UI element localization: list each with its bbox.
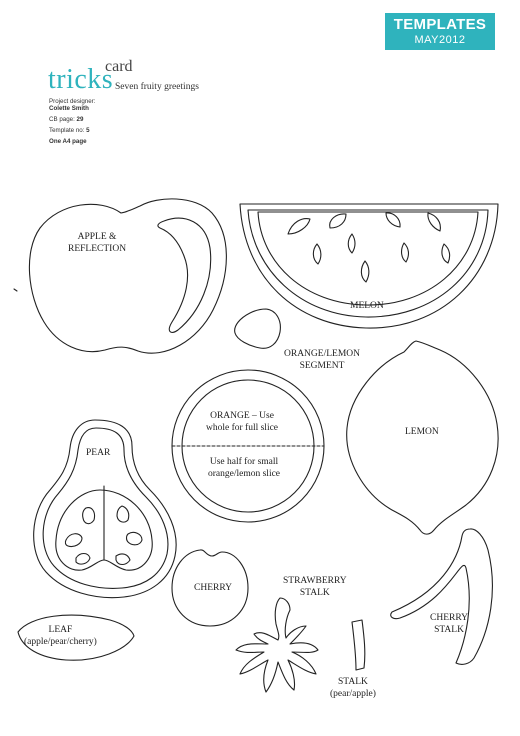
cherry-stalk-shape [391, 529, 493, 664]
pear-apple-stalk-shape [352, 620, 365, 670]
pear-label: PEAR [86, 448, 111, 458]
brand-card-text: card [105, 58, 133, 75]
crop-mark [14, 289, 17, 291]
pear-seed [116, 554, 130, 565]
apple-label: APPLE & REFLECTION [68, 232, 127, 254]
brand-tricks-text: tricks [48, 64, 114, 95]
pear-seed [76, 554, 90, 565]
template-number: Template no: 5 [49, 127, 90, 134]
pear-seed [65, 534, 82, 547]
apple-shape [29, 199, 226, 353]
melon-seed [288, 219, 310, 234]
apple-reflection-shape [158, 218, 211, 332]
segment-shape [235, 309, 281, 348]
melon-seed [386, 213, 400, 227]
stalk-label: STALK (pear/apple) [330, 677, 376, 699]
orange-half-label: Use half for small orange/lemon slice [208, 457, 281, 479]
melon-seed [442, 244, 450, 263]
badge-title: TEMPLATES [393, 16, 487, 33]
designer-label: Project designer: [49, 98, 96, 105]
designer-name: Colette Smith [49, 105, 89, 112]
melon-seed [348, 234, 355, 253]
strawberry-stalk-label: STRAWBERRY STALK [283, 576, 347, 598]
cherry-label: CHERRY [194, 583, 233, 593]
segment-label: ORANGE/LEMON SEGMENT [284, 349, 360, 371]
badge-issue: MAY2012 [414, 34, 466, 46]
melon-seed [402, 243, 409, 262]
pear-seed [117, 506, 129, 522]
melon-seed [313, 244, 321, 264]
melon-seed [361, 261, 369, 282]
pear-seed [127, 532, 143, 544]
lemon-label: LEMON [405, 427, 439, 437]
orange-label: ORANGE – Use whole for full slice [206, 411, 279, 433]
cb-page: CB page: 29 [49, 116, 84, 123]
cherry-stalk-label: CHERRY STALK [430, 613, 469, 635]
brand-subtitle: Seven fruity greetings [115, 82, 199, 92]
pear-seed [83, 508, 95, 524]
melon-seed [428, 213, 440, 231]
leaf-label: LEAF (apple/pear/cherry) [24, 625, 97, 647]
paper-size: One A4 page [49, 138, 87, 145]
melon-seed [330, 214, 346, 228]
strawberry-stalk-shape [236, 598, 318, 692]
melon-label: MELON [350, 301, 384, 311]
